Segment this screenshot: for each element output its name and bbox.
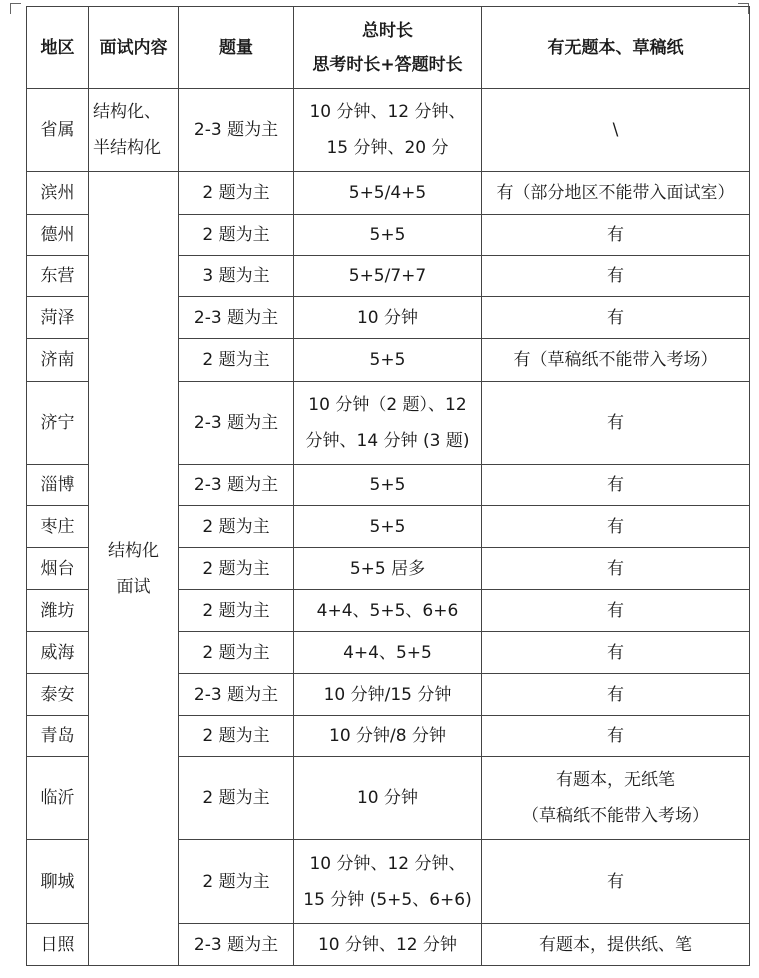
cell-count: 2-3 题为主 (179, 465, 294, 506)
cell-region: 潍坊 (27, 590, 89, 632)
cell-count: 2-3 题为主 (179, 674, 294, 716)
interview-table (26, 6, 750, 966)
cell-region: 济南 (27, 339, 89, 382)
cell-paper (482, 465, 750, 506)
cell-time-line: 10 分钟、12 分钟、 (309, 102, 466, 122)
cell-count: 2 题为主 (179, 590, 294, 632)
cell-paper (482, 716, 750, 757)
cell-content (89, 89, 179, 172)
cell-count: 2-3 题为主 (179, 89, 294, 172)
cell-count: 2 题为主 (179, 506, 294, 548)
cell-region: 淄博 (27, 465, 89, 506)
cell-content-merged-line: 面试 (116, 576, 151, 597)
cell-time (294, 465, 482, 506)
cell-time-line: 4+4、5+5 (343, 642, 432, 663)
cell-paper (482, 632, 750, 674)
cell-paper (482, 297, 750, 339)
cell-count: 2-3 题为主 (179, 382, 294, 465)
cell-count: 2-3 题为主 (179, 924, 294, 966)
cell-count: 2 题为主 (179, 172, 294, 215)
cell-paper (482, 924, 750, 966)
cell-paper-line: 有题本，无纸笔 (556, 770, 675, 790)
cell-count: 2 题为主 (179, 757, 294, 840)
cell-time (294, 89, 482, 172)
cell-time-line: 5+5 (369, 475, 406, 495)
cell-region: 临沂 (27, 757, 89, 840)
table-row (27, 89, 750, 172)
cell-count: 2 题为主 (179, 339, 294, 382)
cell-count: 2 题为主 (179, 716, 294, 757)
cell-region: 东营 (27, 256, 89, 297)
cell-count: 2 题为主 (179, 632, 294, 674)
header-row (27, 7, 750, 89)
header-paper: 有无题本、草稿纸 (482, 7, 750, 89)
cell-paper-line: 有（草稿纸不能带入考场） (513, 350, 718, 370)
cell-count: 2 题为主 (179, 840, 294, 924)
cell-time (294, 339, 482, 382)
cell-time (294, 590, 482, 632)
cell-time-line: 10 分钟 (356, 307, 419, 328)
cell-paper-line: 有 (607, 726, 624, 746)
cell-paper-line: 有 (607, 225, 624, 245)
cell-time-line: 5+5 (369, 225, 406, 245)
cell-time-line: 10 分钟、12 分钟 (317, 934, 458, 955)
cell-time-line: 10 分钟/8 分钟 (329, 726, 446, 746)
cell-paper (482, 674, 750, 716)
cell-time-line: 4+4、5+5、6+6 (316, 600, 459, 621)
cell-time (294, 757, 482, 840)
cell-paper-line: （草稿纸不能带入考场） (522, 806, 709, 826)
cell-paper-line: 有 (607, 307, 624, 328)
cell-paper (482, 382, 750, 465)
cell-paper-line: 有 (607, 600, 624, 621)
cell-count: 3 题为主 (179, 256, 294, 297)
cell-paper-line: 有 (607, 558, 624, 579)
cell-time-line: 10 分钟、12 分钟、 (309, 853, 466, 874)
cell-paper (482, 757, 750, 840)
cell-paper (482, 215, 750, 256)
cell-paper (482, 256, 750, 297)
cell-time (294, 256, 482, 297)
cell-region: 泰安 (27, 674, 89, 716)
header-time (294, 7, 482, 89)
cell-time (294, 840, 482, 924)
cell-time-line: 10 分钟（2 题）、12 (308, 395, 467, 415)
cell-paper-line: 有 (607, 516, 624, 537)
cell-count: 2-3 题为主 (179, 297, 294, 339)
cell-paper-line: \ (612, 120, 619, 140)
cell-time (294, 548, 482, 590)
table-row (27, 172, 750, 215)
cell-time (294, 506, 482, 548)
cell-paper (482, 590, 750, 632)
cell-region: 枣庄 (27, 506, 89, 548)
cell-time (294, 632, 482, 674)
cell-paper (482, 89, 750, 172)
cell-region: 青岛 (27, 716, 89, 757)
cell-time-line: 5+5 (369, 350, 406, 370)
cell-time-line: 分钟、14 分钟 (3 题) (305, 431, 470, 451)
cell-time-line: 5+5 居多 (349, 558, 426, 579)
cell-region: 省属 (27, 89, 89, 172)
cell-paper (482, 172, 750, 215)
cell-content-merged (89, 172, 179, 966)
cell-time-line: 10 分钟/15 分钟 (323, 684, 452, 705)
cell-paper-line: 有 (607, 642, 624, 663)
cell-paper-line: 有 (607, 871, 624, 892)
header-time-line1: 总时长 (362, 20, 413, 41)
cell-region: 德州 (27, 215, 89, 256)
cell-region: 聊城 (27, 840, 89, 924)
cell-region: 威海 (27, 632, 89, 674)
cell-paper-line: 有题本，提供纸、笔 (539, 934, 692, 955)
cell-time (294, 924, 482, 966)
cell-content-line: 半结构化 (93, 138, 161, 158)
cell-time-line: 5+5/7+7 (348, 266, 427, 286)
cell-region: 日照 (27, 924, 89, 966)
corner-mark-left (10, 3, 21, 14)
cell-time (294, 172, 482, 215)
cell-time (294, 674, 482, 716)
cell-paper (482, 506, 750, 548)
cell-region: 菏泽 (27, 297, 89, 339)
cell-paper (482, 548, 750, 590)
cell-paper-line: 有（部分地区不能带入面试室） (496, 183, 735, 203)
cell-content-merged-line: 结构化 (108, 540, 159, 561)
cell-time (294, 297, 482, 339)
cell-time (294, 716, 482, 757)
cell-time-line: 15 分钟、20 分 (326, 138, 449, 158)
cell-count: 2 题为主 (179, 215, 294, 256)
cell-time-line: 10 分钟 (356, 788, 419, 808)
cell-paper (482, 840, 750, 924)
cell-time-line: 5+5/4+5 (348, 183, 427, 203)
cell-count: 2 题为主 (179, 548, 294, 590)
header-time-line2: 思考时长+答题时长 (312, 54, 463, 75)
cell-paper-line: 有 (607, 266, 624, 286)
cell-region: 滨州 (27, 172, 89, 215)
cell-content-line: 结构化、 (93, 102, 161, 122)
cell-region: 烟台 (27, 548, 89, 590)
cell-paper-line: 有 (607, 475, 624, 495)
header-content: 面试内容 (89, 7, 179, 89)
cell-time (294, 382, 482, 465)
cell-region: 济宁 (27, 382, 89, 465)
cell-time (294, 215, 482, 256)
cell-time-line: 15 分钟 (5+5、6+6) (303, 889, 472, 910)
cell-time-line: 5+5 (369, 516, 406, 537)
cell-paper-line: 有 (607, 684, 624, 705)
cell-paper (482, 339, 750, 382)
header-count: 题量 (179, 7, 294, 89)
header-region: 地区 (27, 7, 89, 89)
cell-paper-line: 有 (607, 413, 624, 433)
